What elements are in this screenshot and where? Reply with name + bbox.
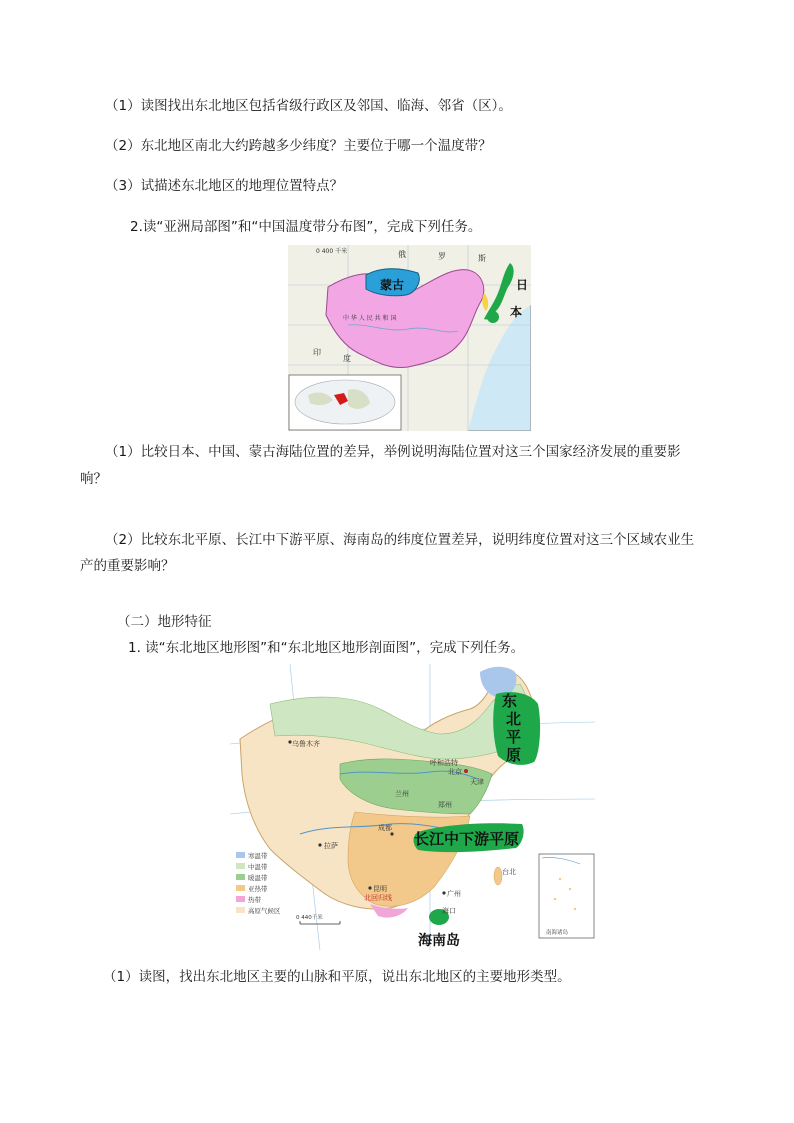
q2-sub2-a: （2）比较东北平原、长江中下游平原、海南岛的纬度位置差异，说明纬度位置对这三个区域农业生 xyxy=(105,532,695,548)
label-japan-2: 本 xyxy=(510,305,523,319)
label-tianjin: 天津 xyxy=(470,778,484,786)
label-dongbei-2: 北 xyxy=(506,710,522,728)
q1-sub3: （3）试描述东北地区的地理位置特点？ xyxy=(105,178,344,194)
label-zhengzhou: 郑州 xyxy=(438,801,452,809)
label-dongbei-4: 原 xyxy=(506,746,522,764)
label-dongbei-1: 东 xyxy=(502,692,518,710)
legend-swatch-2 xyxy=(236,863,245,869)
label-japan-1: 日 xyxy=(516,278,529,292)
svg-text:亚热带: 亚热带 xyxy=(248,885,268,893)
label-scale: 0 400 千米 xyxy=(316,248,348,255)
label-south-sea: 南海诸岛 xyxy=(546,930,569,936)
svg-text:0 440千米: 0 440千米 xyxy=(296,915,323,921)
label-china: 中 华 人 民 共 和 国 xyxy=(343,315,397,322)
world-inset xyxy=(289,375,401,430)
svg-text:热带: 热带 xyxy=(248,896,261,904)
label-haikou: 海口 xyxy=(442,907,456,915)
section2-heading: （二）地形特征 xyxy=(117,614,212,630)
legend-swatch-3 xyxy=(236,874,245,880)
label-guangzhou: 广州 xyxy=(447,890,461,898)
label-lasa: 拉萨 xyxy=(324,842,338,850)
label-india-2: 度 xyxy=(343,354,351,363)
south-sea-inset xyxy=(539,854,594,938)
label-changjiang: 长江中下游平原 xyxy=(414,830,520,848)
label-taibei: 台北 xyxy=(502,868,516,876)
q1-sub1: （1）读图找出东北地区包括省级行政区及邻国、临海、邻省（区）。 xyxy=(105,98,512,114)
label-russia-2: 罗 xyxy=(438,252,446,261)
label-lanzhou: 兰州 xyxy=(395,790,409,798)
label-huhehaote: 呼和浩特 xyxy=(430,759,458,767)
svg-text:寒温带: 寒温带 xyxy=(248,852,268,860)
label-beijing: 北京 xyxy=(448,768,462,776)
section2-sub1: （1）读图，找出东北地区主要的山脉和平原，说出东北地区的主要地形类型。 xyxy=(103,969,571,985)
label-dongbei-3: 平 xyxy=(506,728,522,746)
svg-text:中温带: 中温带 xyxy=(248,863,268,871)
legend-swatch-5 xyxy=(236,896,245,902)
q2-sub1-b: 响？ xyxy=(80,471,107,487)
label-mongolia: 蒙古 xyxy=(380,278,405,292)
china-temperature-map xyxy=(230,664,595,950)
asia-map xyxy=(288,245,531,431)
svg-text:高原气候区: 高原气候区 xyxy=(248,907,281,915)
label-russia-1: 俄 xyxy=(398,250,406,259)
section2-q1: 1. 读“东北地区地形图”和“东北地区地形剖面图”，完成下列任务。 xyxy=(128,640,525,656)
legend-swatch-1 xyxy=(236,852,245,858)
legend-swatch-4 xyxy=(236,885,245,891)
q2-sub1-a: （1）比较日本、中国、蒙古海陆位置的差异，举例说明海陆位置对这三个国家经济发展的重要影 xyxy=(105,444,681,460)
label-chengdu: 成都 xyxy=(378,824,392,832)
label-kunming: 昆明 xyxy=(373,885,387,893)
q2-sub2-b: 产的重要影响？ xyxy=(80,558,175,574)
svg-text:暖温带: 暖温带 xyxy=(248,874,268,882)
label-hainan: 海南岛 xyxy=(418,933,460,949)
label-tropic: 北回归线 xyxy=(364,894,392,902)
label-urumqi: 乌鲁木齐 xyxy=(292,740,320,748)
q2-title: 2.读“亚洲局部图”和“中国温度带分布图”，完成下列任务。 xyxy=(130,219,482,235)
label-india-1: 印 xyxy=(313,348,321,357)
label-russia-3: 斯 xyxy=(478,254,486,263)
legend-swatch-6 xyxy=(236,907,245,913)
q1-sub2: （2）东北地区南北大约跨越多少纬度？主要位于哪一个温度带？ xyxy=(105,138,492,154)
